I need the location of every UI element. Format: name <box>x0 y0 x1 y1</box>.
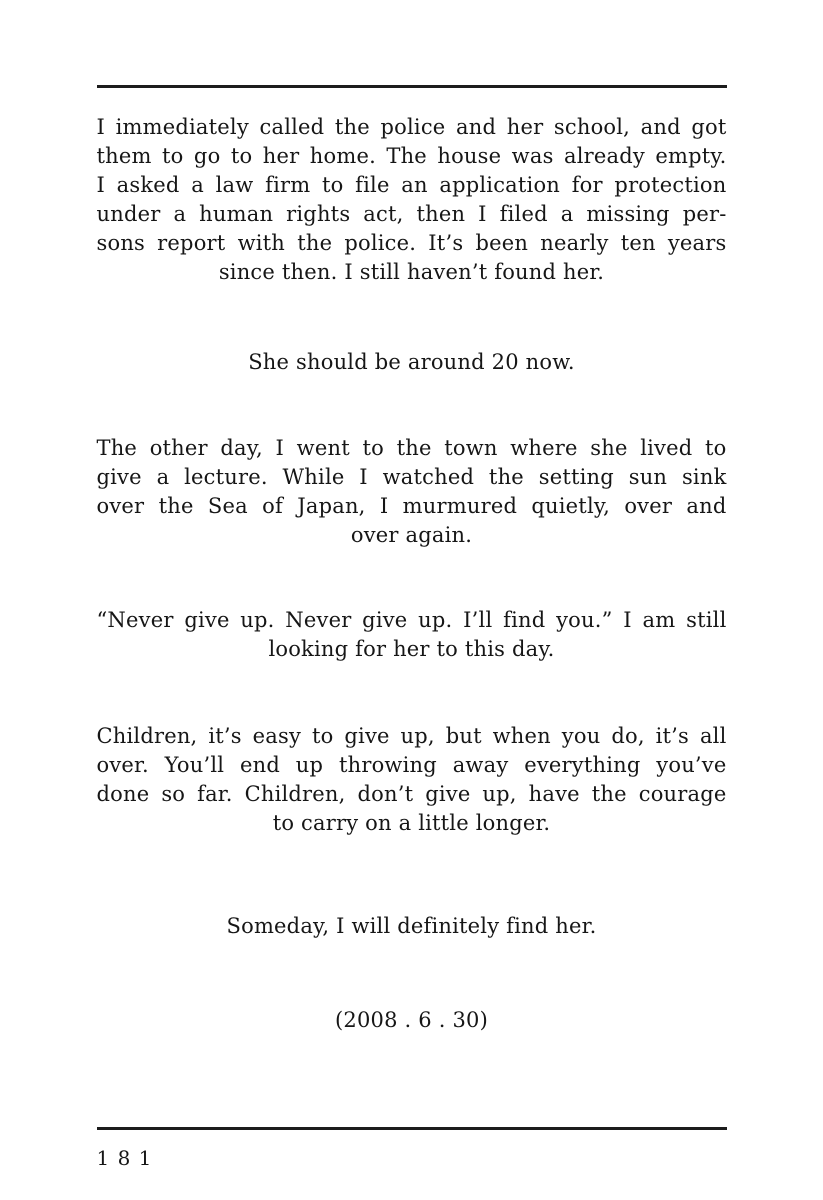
text-line: over. You’ll end up throwing away everything you’ve <box>96 753 727 777</box>
text-line: over the Sea of Japan, I murmured quietly, over and <box>96 494 727 518</box>
text-line: give a lecture. While I watched the setting sun sink <box>96 465 727 489</box>
bottom-rule <box>97 1127 727 1130</box>
paragraph-5 <box>97 722 727 838</box>
text-line: Someday, I will definitely find her. <box>226 914 597 938</box>
text-line: She should be around 20 now. <box>248 350 575 374</box>
text-line: Children, it’s easy to give up, but when you do, it’s all <box>96 724 727 748</box>
paragraph-6 <box>97 912 727 941</box>
paragraph-1 <box>97 113 727 287</box>
paragraph-2 <box>97 348 727 377</box>
paragraph-4 <box>97 606 727 664</box>
text-line: to carry on a little longer. <box>272 811 551 835</box>
page-content <box>97 85 727 1171</box>
text-line: sons report with the police. It’s been nearly ten years <box>96 231 727 255</box>
text-line: The other day, I went to the town where she lived to <box>96 436 727 460</box>
text-line: done so far. Children, don’t give up, have the courage <box>96 782 727 806</box>
date-line: (2008 . 6 . 30) <box>335 1008 488 1032</box>
paragraph-3 <box>97 434 727 550</box>
top-rule <box>97 85 727 88</box>
text-line: “Never give up. Never give up. I’ll find you.” I am still <box>96 608 727 632</box>
text-line: under a human rights act, then I filed a missing per- <box>96 202 727 226</box>
text-line: I asked a law firm to file an application for protection <box>96 173 727 197</box>
text-line: since then. I still haven’t found her. <box>218 260 605 284</box>
text-line: I immediately called the police and her school, and got <box>96 115 727 139</box>
text-line: them to go to her home. The house was already empty. <box>96 144 727 168</box>
text-line: over again. <box>350 523 473 547</box>
page-number: 1 8 1 <box>96 1146 153 1170</box>
text-line: looking for her to this day. <box>268 637 555 661</box>
